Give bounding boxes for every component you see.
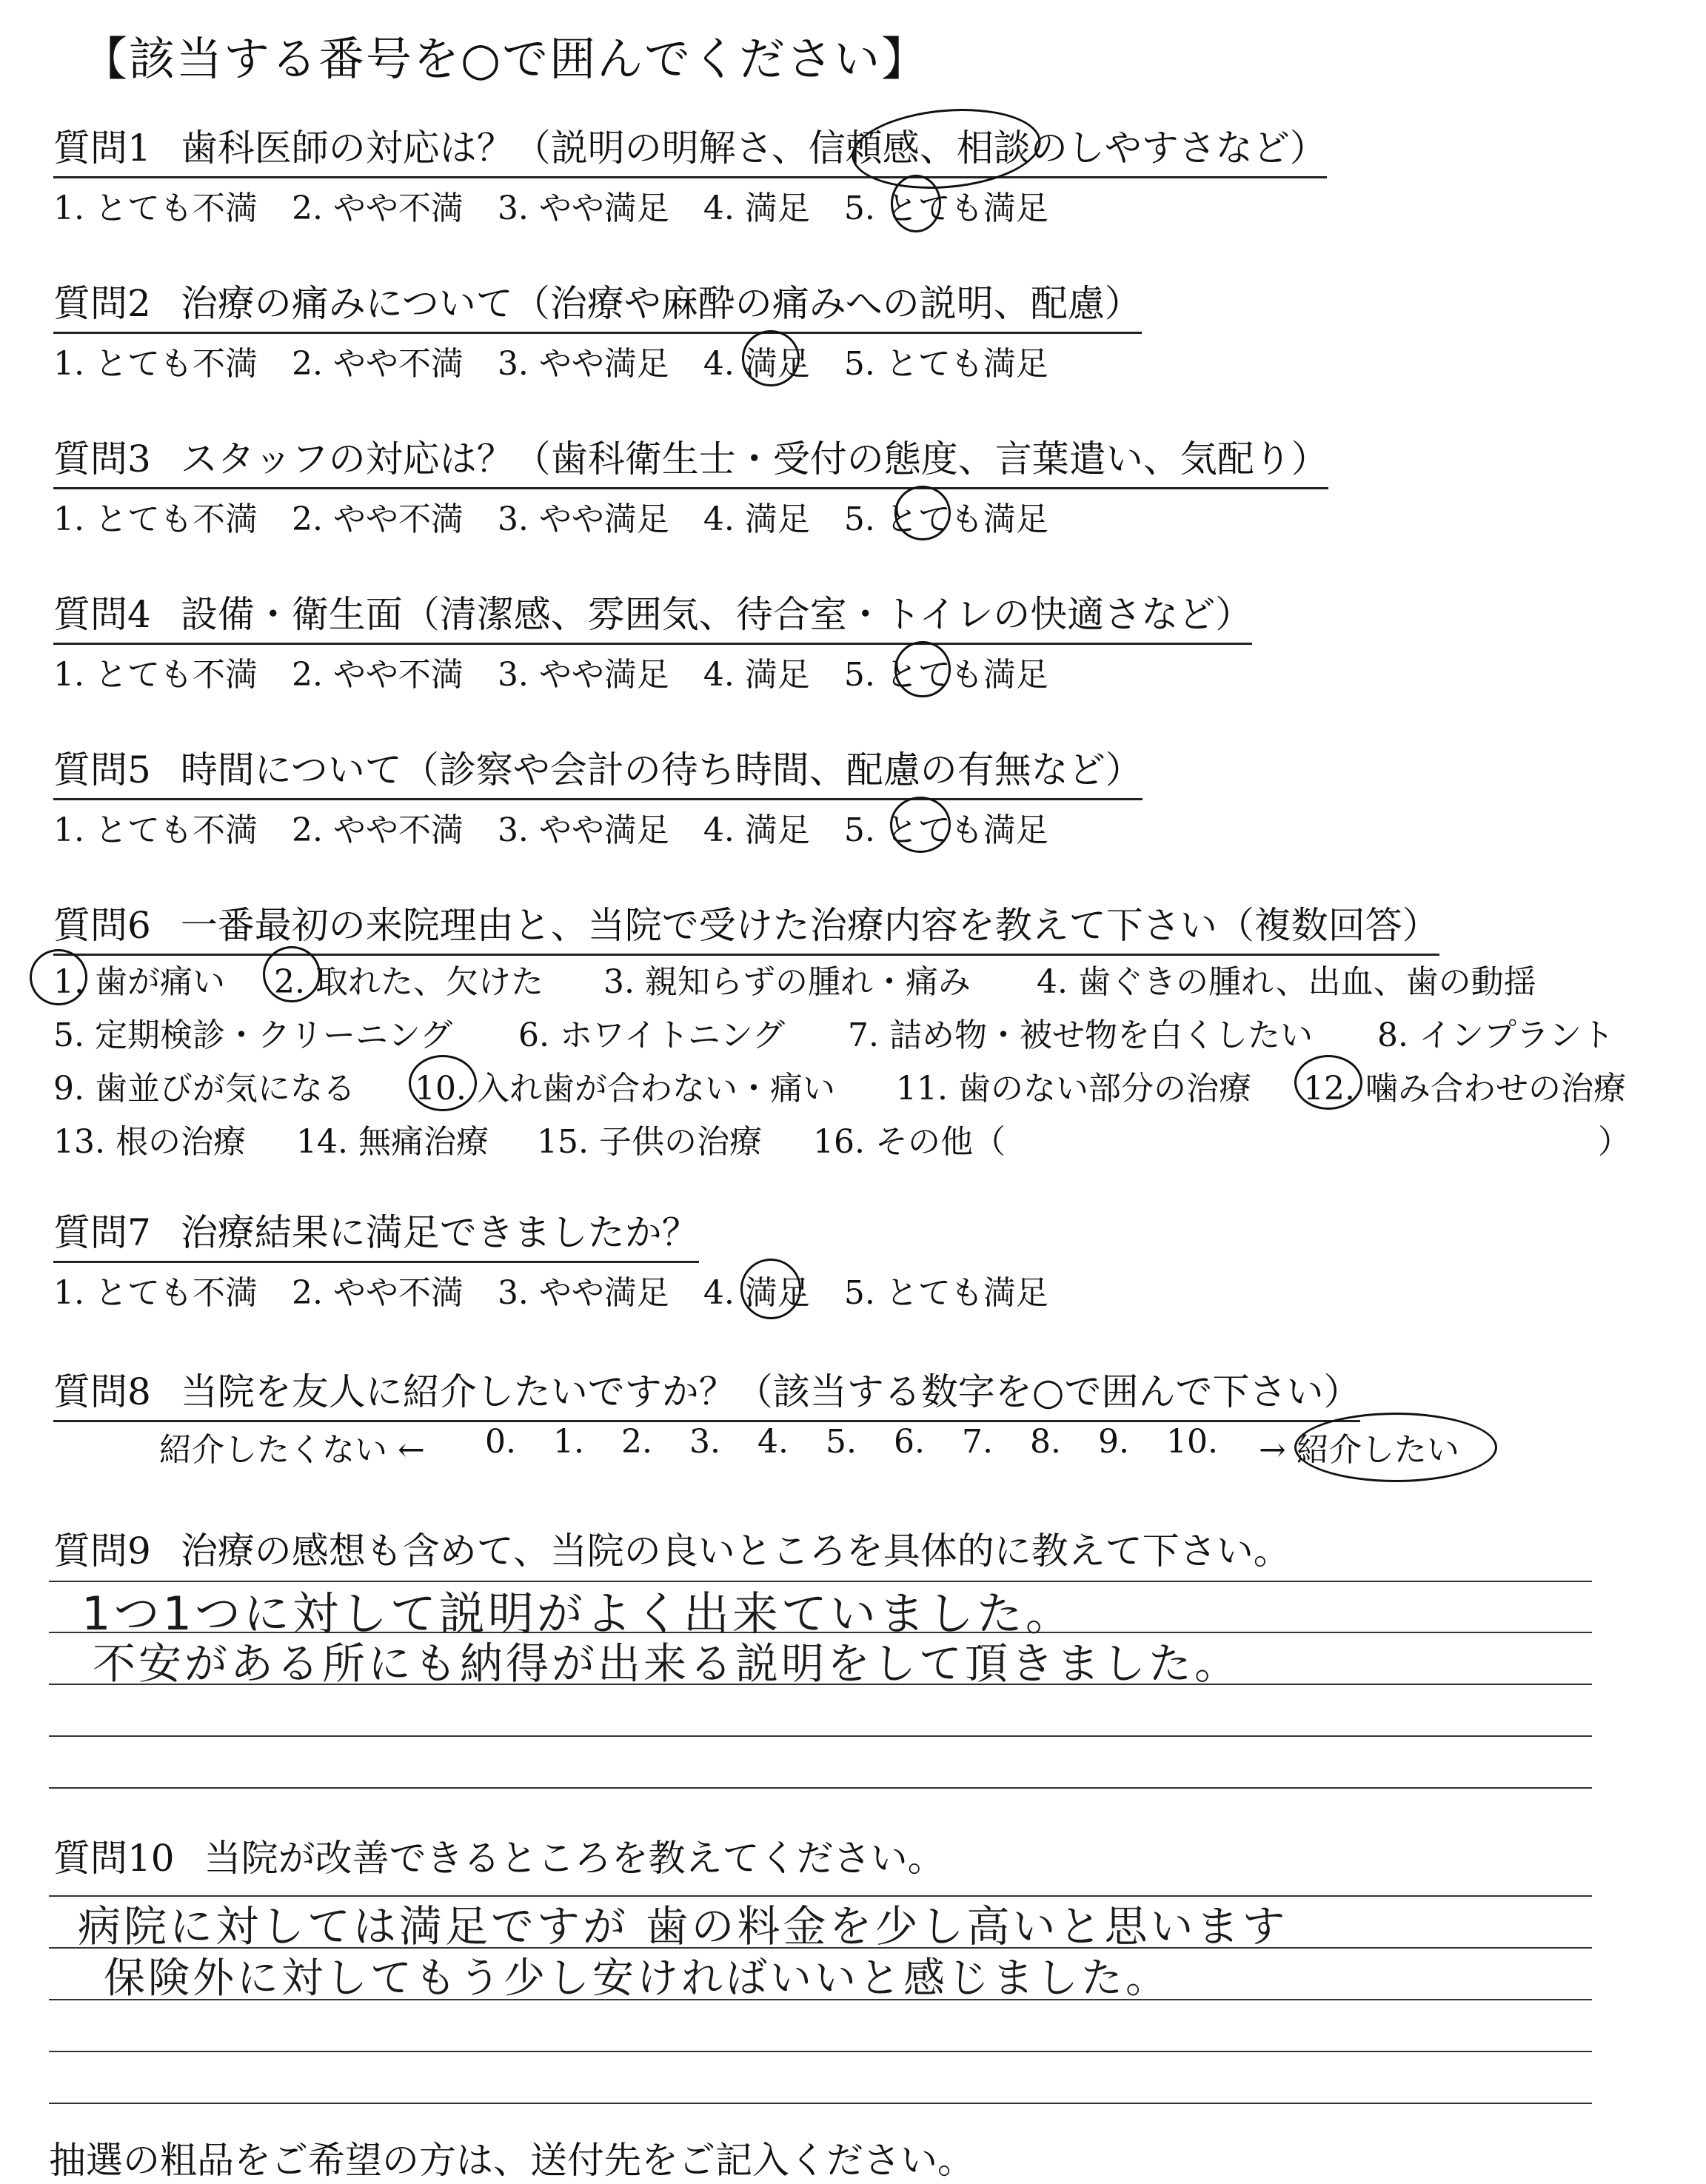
question-4	[53, 585, 1252, 645]
q6-option-9[interactable]: 9. 歯並びが気になる	[53, 1070, 355, 1108]
q10-handwritten-answer-line-2[interactable]: 保険外に対してもう少し安ければいいと感じました。	[104, 1954, 1170, 2003]
q5-option-4[interactable]: 4. 満足	[703, 811, 810, 849]
q1-option-2[interactable]: 2. やや不満	[291, 190, 464, 227]
q6-option-6[interactable]: 6. ホワイトニング	[518, 1016, 786, 1054]
question-7-number: 質問7	[53, 1211, 151, 1254]
q10-answer-rule	[49, 2103, 1592, 2104]
question-5-options	[53, 803, 1083, 851]
q7-option-3[interactable]: 3. やや満足	[497, 1274, 669, 1312]
question-1	[53, 118, 1327, 178]
question-3-options	[53, 492, 1083, 540]
q2-option-2[interactable]: 2. やや不満	[291, 345, 464, 383]
q5-option-5[interactable]: 5. とても満足	[843, 811, 1048, 849]
q4-option-2[interactable]: 2. やや不満	[291, 656, 464, 694]
question-3	[53, 429, 1328, 489]
q6-option-12[interactable]: 12. 噛み合わせの治療	[1303, 1070, 1626, 1108]
q6-option-15[interactable]: 15. 子供の治療	[537, 1123, 762, 1161]
question-4-text: 設備・衛生面（清潔感、雰囲気、待合室・トイレの快適さなど）	[180, 593, 1253, 636]
q4-option-1[interactable]: 1. とても不満	[53, 656, 258, 694]
q3-option-1[interactable]: 1. とても不満	[53, 500, 258, 538]
q2-option-5[interactable]: 5. とても満足	[843, 345, 1048, 383]
q5-option-3[interactable]: 3. やや満足	[497, 811, 669, 849]
question-8-number: 質問8	[53, 1370, 151, 1413]
q8-scale-8[interactable]: 8.	[1030, 1423, 1061, 1461]
question-7-text: 治療結果に満足できましたか？	[180, 1211, 699, 1254]
q8-scale-7[interactable]: 7.	[962, 1423, 993, 1461]
question-3-text: スタッフの対応は？（歯科衛生士・受付の態度、言葉遣い、気配り）	[180, 438, 1328, 480]
q6-option-8[interactable]: 8. インプラント	[1377, 1016, 1614, 1054]
q3-option-5[interactable]: 5. とても満足	[843, 500, 1048, 538]
question-4-number: 質問4	[53, 593, 151, 636]
q9-handwritten-answer-line-1[interactable]: 1つ1つに対して説明がよく出来ていました。	[81, 1587, 1074, 1641]
question-9	[53, 1521, 1291, 1575]
q6-option-2[interactable]: 2. 取れた、欠けた	[274, 963, 543, 1001]
q8-scale-1[interactable]: 1.	[553, 1423, 584, 1461]
question-4-options	[53, 648, 1083, 695]
q6-option-7[interactable]: 7. 詰め物・被せ物を白くしたい	[848, 1016, 1313, 1054]
question-5-text: 時間について（診察や会計の待ち時間、配慮の有無など）	[180, 748, 1143, 791]
form-header: 【該当する番号を○で囲んでください】	[81, 32, 929, 86]
question-5	[53, 740, 1143, 800]
question-1-options	[53, 181, 1083, 229]
q3-option-3[interactable]: 3. やや満足	[497, 500, 669, 538]
question-7	[53, 1203, 699, 1263]
question-8	[53, 1362, 1360, 1422]
q6-option-16[interactable]: 16. その他（	[813, 1123, 1006, 1161]
question-9-text: 治療の感想も含めて、当院の良いところを具体的に教えて下さい。	[180, 1530, 1291, 1572]
q9-answer-rule	[49, 1787, 1592, 1789]
q8-left-label: 紹介したくない ←	[159, 1431, 425, 1469]
q6-option-5[interactable]: 5. 定期検診・クリーニング	[53, 1016, 453, 1054]
q9-handwritten-answer-line-2[interactable]: 不安がある所にも納得が出来る説明をして頂きました。	[93, 1638, 1241, 1689]
q1-option-3[interactable]: 3. やや満足	[497, 190, 669, 227]
question-1-text: 歯科医師の対応は？（説明の明解さ、信頼感、相談のしやすさなど）	[180, 127, 1327, 170]
question-6-text: 一番最初の来院理由と、当院で受けた治療内容を教えて下さい（複数回答）	[180, 904, 1439, 947]
q8-scale-6[interactable]: 6.	[894, 1423, 925, 1461]
footer-note: 抽選の粗品をご希望の方は、送付先をご記入ください。	[49, 2139, 974, 2182]
question-7-options	[53, 1266, 1083, 1313]
q6-other-close-paren: ）	[1598, 1123, 1630, 1161]
q4-option-5[interactable]: 5. とても満足	[843, 656, 1048, 694]
q2-option-3[interactable]: 3. やや満足	[497, 345, 669, 383]
question-2-options	[53, 337, 1083, 384]
q6-option-14[interactable]: 14. 無痛治療	[296, 1123, 489, 1161]
q1-option-4[interactable]: 4. 満足	[703, 190, 810, 227]
q4-option-4[interactable]: 4. 満足	[703, 656, 810, 694]
q8-scale-4[interactable]: 4.	[757, 1423, 789, 1461]
question-6	[53, 896, 1439, 956]
q8-scale-10[interactable]: 10.	[1166, 1423, 1218, 1461]
q6-option-10[interactable]: 10. 入れ歯が合わない・痛い	[415, 1070, 835, 1108]
q7-option-4[interactable]: 4. 満足	[703, 1274, 810, 1312]
q10-handwritten-answer-line-1[interactable]: 病院に対しては満足ですが 歯の料金を少し高いと思います	[78, 1901, 1288, 1952]
q2-option-4[interactable]: 4. 満足	[703, 345, 810, 383]
question-2	[53, 274, 1142, 334]
question-9-number: 質問9	[53, 1530, 151, 1572]
q6-option-1[interactable]: 1. 歯が痛い	[53, 963, 225, 1001]
question-2-text: 治療の痛みについて（治療や麻酔の痛みへの説明、配慮）	[180, 282, 1142, 325]
question-10	[53, 1829, 945, 1882]
q6-option-3[interactable]: 3. 親知らずの腫れ・痛み	[603, 963, 971, 1001]
q6-option-4[interactable]: 4. 歯ぐきの腫れ、出血、歯の動揺	[1037, 963, 1536, 1001]
question-10-text: 当院が改善できるところを教えてください。	[204, 1837, 945, 1880]
q6-option-11[interactable]: 11. 歯のない部分の治療	[896, 1070, 1251, 1108]
q1-option-1[interactable]: 1. とても不満	[53, 190, 258, 227]
question-10-number: 質問10	[53, 1837, 175, 1880]
q1-option-5[interactable]: 5. とても満足	[843, 190, 1048, 227]
question-2-number: 質問2	[53, 282, 151, 325]
q8-scale-5[interactable]: 5.	[826, 1423, 857, 1461]
q8-right-label[interactable]: → 紹介したい	[1259, 1431, 1459, 1469]
q2-option-1[interactable]: 1. とても不満	[53, 345, 258, 383]
q8-scale-3[interactable]: 3.	[689, 1423, 720, 1461]
q7-option-5[interactable]: 5. とても満足	[843, 1274, 1048, 1312]
q10-answer-rule	[49, 2051, 1592, 2052]
q3-option-4[interactable]: 4. 満足	[703, 500, 810, 538]
question-6-number: 質問6	[53, 904, 151, 947]
q9-answer-rule	[49, 1735, 1592, 1737]
question-1-number: 質問1	[53, 127, 151, 170]
question-5-number: 質問5	[53, 748, 151, 791]
q8-scale-9[interactable]: 9.	[1098, 1423, 1129, 1461]
q4-option-3[interactable]: 3. やや満足	[497, 656, 669, 694]
q5-option-1[interactable]: 1. とても不満	[53, 811, 258, 849]
q5-option-2[interactable]: 2. やや不満	[291, 811, 464, 849]
question-8-text: 当院を友人に紹介したいですか？（該当する数字を○で囲んで下さい）	[180, 1370, 1361, 1413]
q3-option-2[interactable]: 2. やや不満	[291, 500, 464, 538]
question-3-number: 質問3	[53, 438, 151, 480]
q6-option-13[interactable]: 13. 根の治療	[53, 1123, 246, 1161]
q7-option-1[interactable]: 1. とても不満	[53, 1274, 258, 1312]
q8-scale-2[interactable]: 2.	[621, 1423, 652, 1461]
q7-option-2[interactable]: 2. やや不満	[291, 1274, 464, 1312]
q8-scale	[485, 1423, 1234, 1461]
q8-scale-0[interactable]: 0.	[485, 1423, 516, 1461]
